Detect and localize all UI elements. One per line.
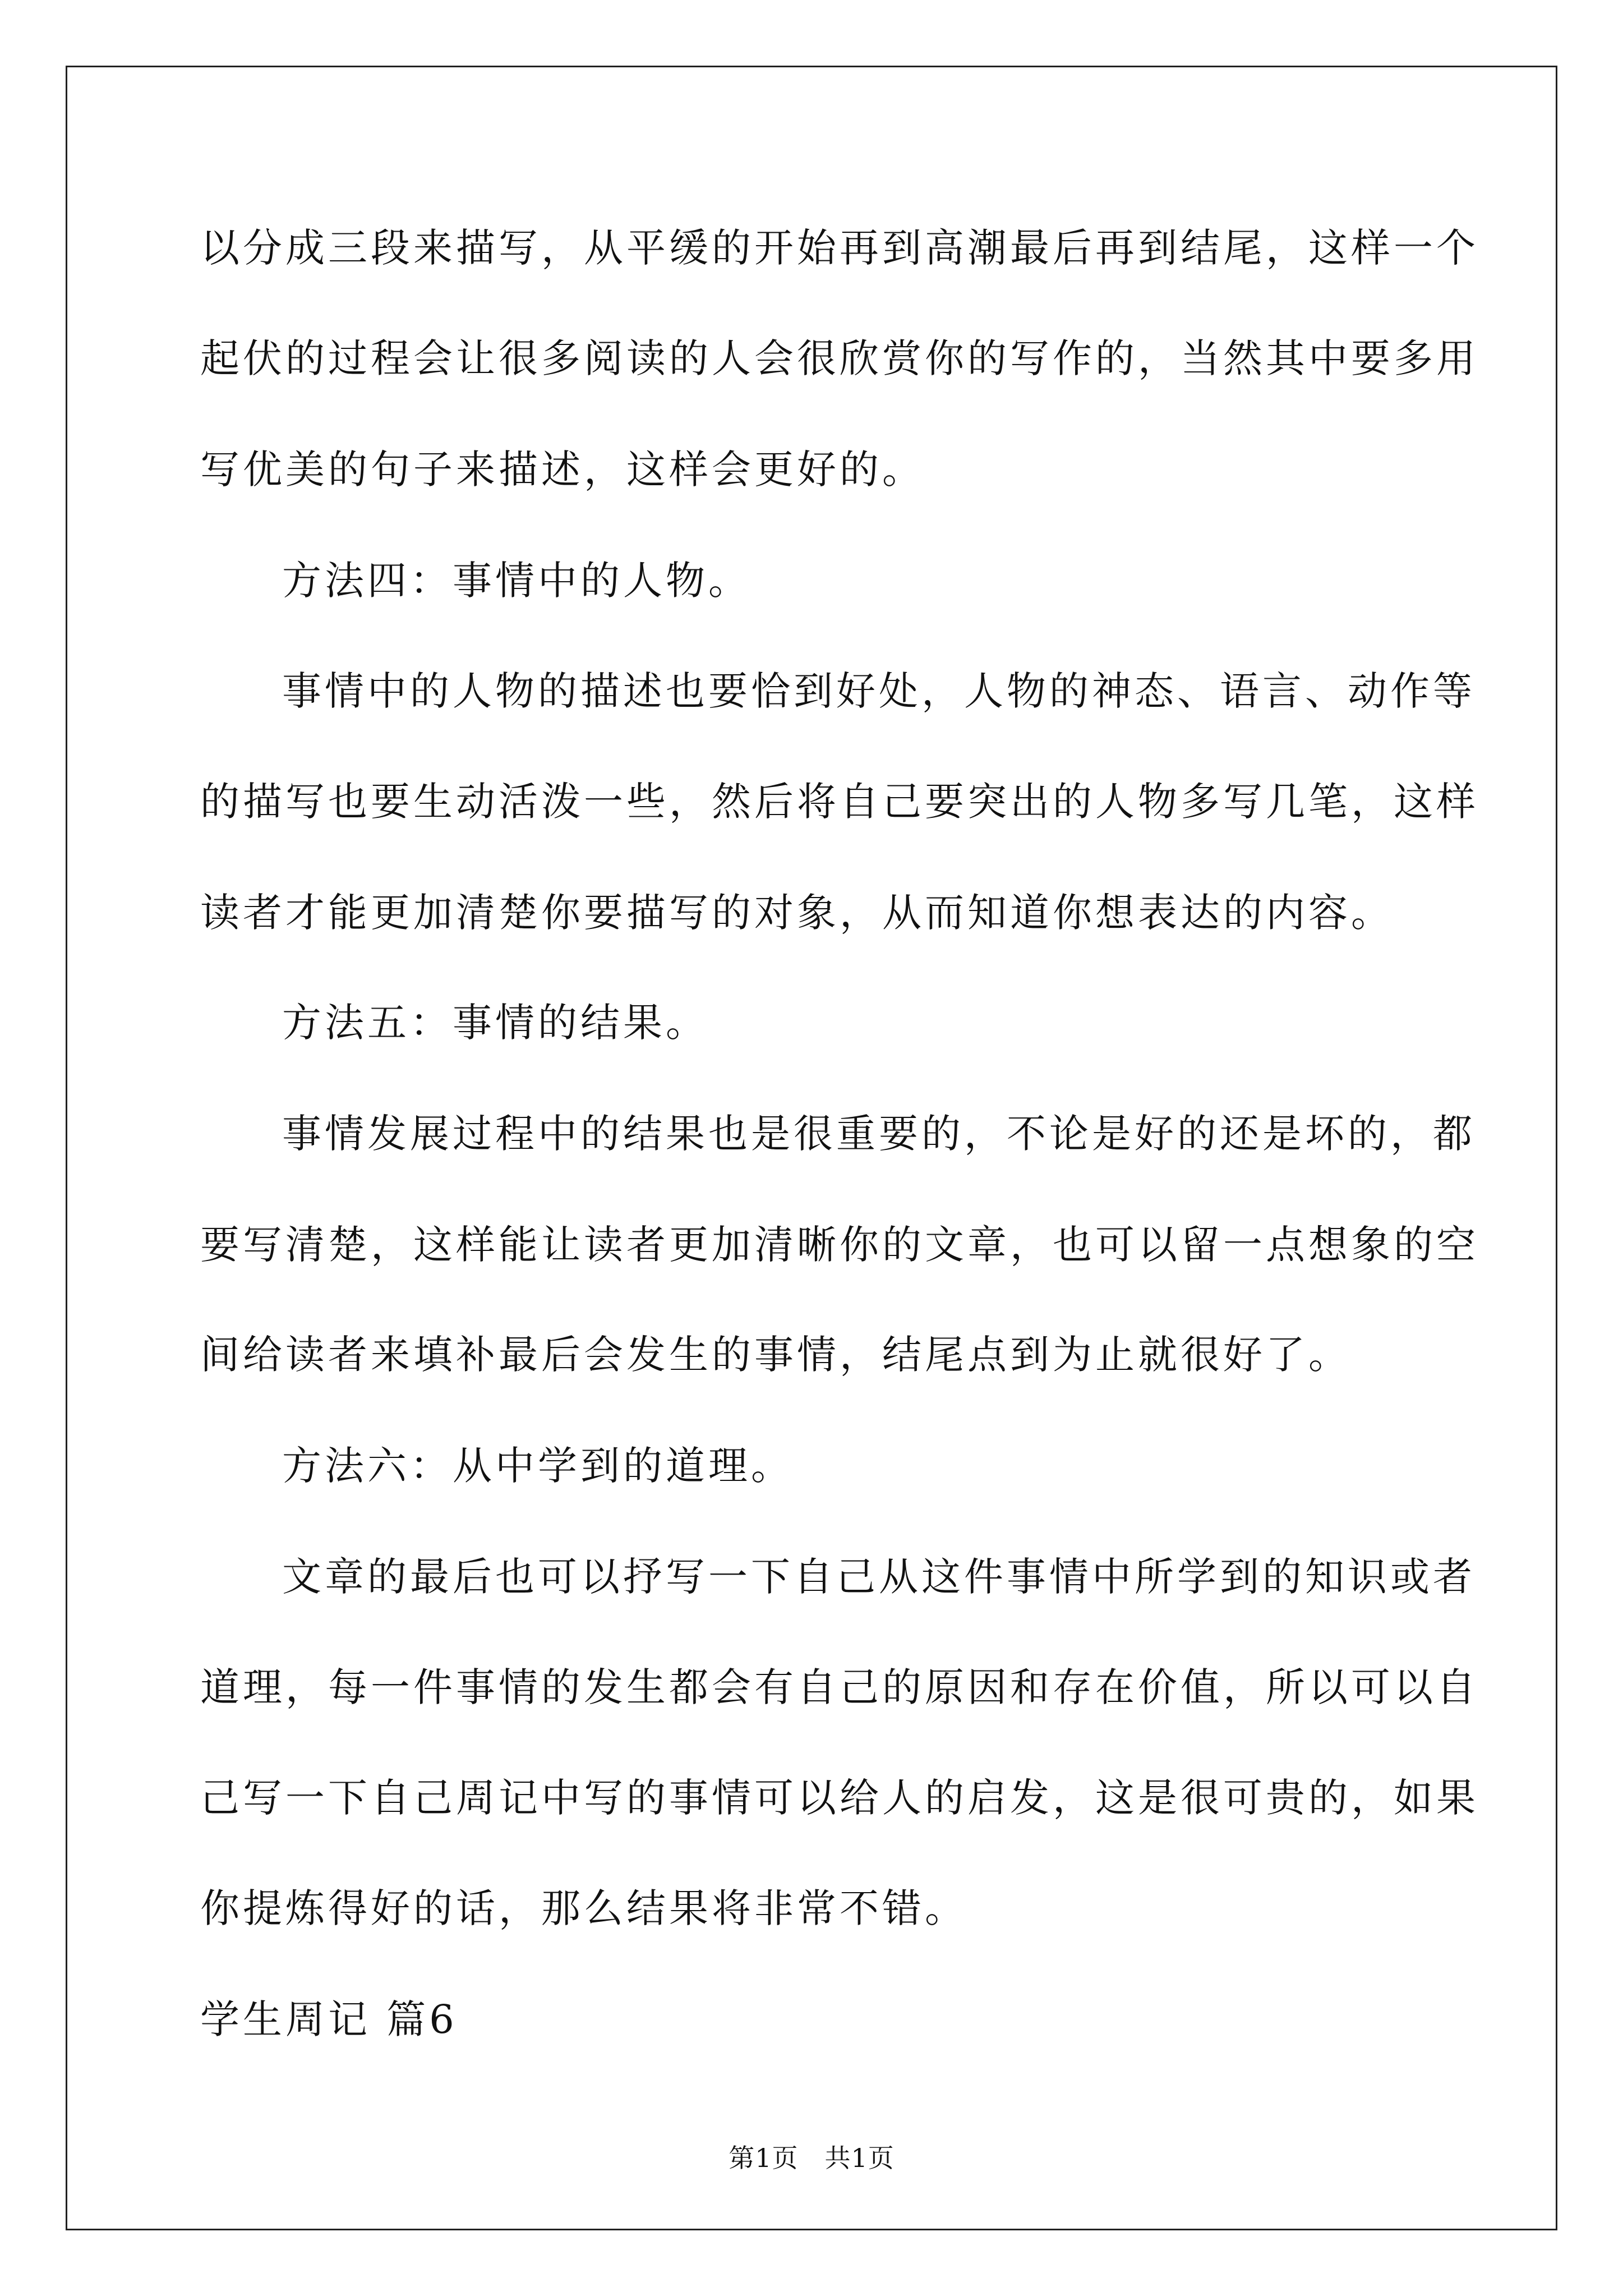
paragraph-line: 事情发展过程中的结果也是很重要的，不论是好的还是坏的，都 xyxy=(282,1111,1476,1157)
paragraph-line: 的描写也要生动活泼一些，然后将自己要突出的人物多写几笔，这样 xyxy=(200,779,1479,825)
paragraph-line: 以分成三段来描写，从平缓的开始再到高潮最后再到结尾，这样一个 xyxy=(200,225,1479,271)
paragraph-line: 要写清楚，这样能让读者更加清晰你的文章，也可以留一点想象的空 xyxy=(200,1222,1479,1268)
paragraph-line: 事情中的人物的描述也要恰到好处，人物的神态、语言、动作等 xyxy=(282,668,1476,714)
article-title: 学生周记 篇6 xyxy=(200,1996,458,2042)
section-heading: 方法五：事情的结果。 xyxy=(282,1000,708,1046)
section-heading: 方法四：事情中的人物。 xyxy=(282,558,751,604)
paragraph-line: 文章的最后也可以抒写一下自己从这件事情中所学到的知识或者 xyxy=(282,1554,1476,1600)
paragraph-line: 读者才能更加清楚你要描写的对象，从而知道你想表达的内容。 xyxy=(200,890,1394,936)
paragraph-line: 起伏的过程会让很多阅读的人会很欣赏你的写作的，当然其中要多用 xyxy=(200,335,1479,381)
paragraph-line: 间给读者来填补最后会发生的事情，结尾点到为止就很好了。 xyxy=(200,1332,1351,1378)
paragraph-line: 己写一下自己周记中写的事情可以给人的启发，这是很可贵的，如果 xyxy=(200,1775,1479,1821)
paragraph-line: 写优美的句子来描述，这样会更好的。 xyxy=(200,447,925,493)
paragraph-line: 你提炼得好的话，那么结果将非常不错。 xyxy=(200,1885,967,1931)
page-footer: 第1页 共1页 xyxy=(728,2143,895,2173)
section-heading: 方法六：从中学到的道理。 xyxy=(282,1443,794,1489)
paragraph-line: 道理，每一件事情的发生都会有自己的原因和存在价值，所以可以自 xyxy=(200,1664,1479,1710)
